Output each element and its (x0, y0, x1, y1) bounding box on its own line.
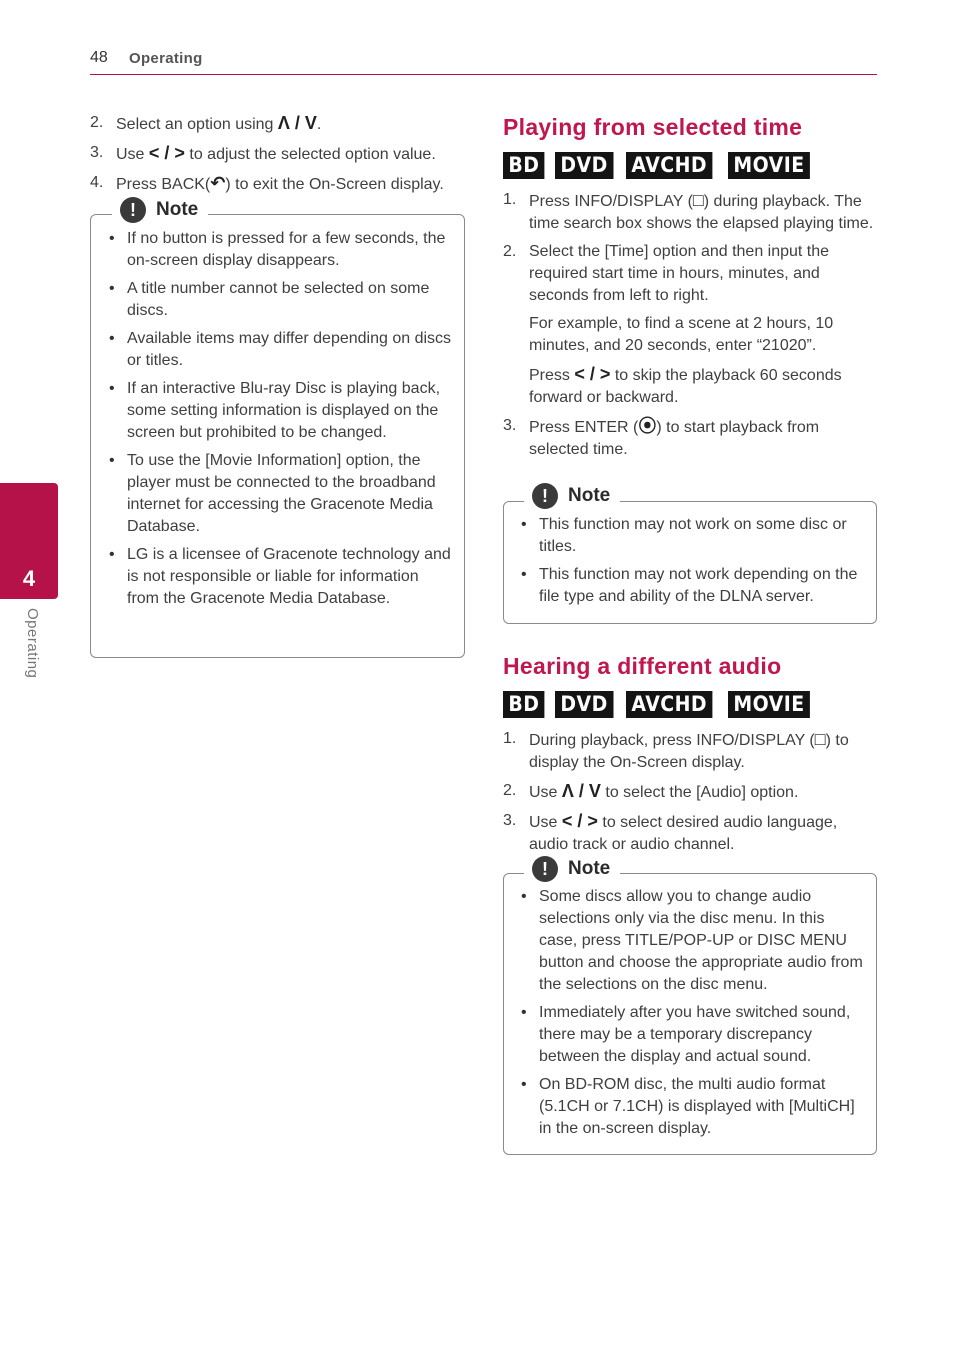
step-detail: For example, to find a scene at 2 hours, 10 minutes, and 20 seconds, enter “21020”. (529, 315, 834, 354)
note-item: • Available items may differ depending on discs or titles. (103, 328, 453, 372)
step-number: 2. (503, 782, 517, 799)
step-item (90, 142, 465, 166)
movie-badge: MOVIE (728, 152, 810, 179)
avchd-badge: AVCHD (626, 691, 712, 718)
disc-type-badges (503, 691, 819, 718)
note-item: • This function may not work depending on the file type and ability of the DLNA server. (515, 564, 865, 608)
step-text: ) to display the On-Screen display. (529, 732, 849, 771)
movie-badge: MOVIE (728, 691, 810, 718)
step-text: ) to exit the On-Screen display. (225, 176, 444, 193)
left-right-arrows-icon: < / > (561, 811, 598, 831)
step-number: 2. (90, 114, 104, 131)
header-rule (90, 74, 877, 75)
section-heading: Hearing a different audio (503, 653, 782, 679)
note-header (112, 195, 208, 225)
step-text: Press BACK( (116, 176, 211, 193)
step-text: Use (116, 146, 149, 163)
note-item: • On BD-ROM disc, the multi audio format (5.1CH or 7.1CH) is displayed with [MultiCH] in the on-screen display. (515, 1074, 865, 1140)
step-text: Use (529, 814, 562, 831)
step-number: 3. (503, 812, 517, 829)
note-header (524, 481, 620, 511)
step-item (503, 728, 875, 774)
dvd-badge: DVD (555, 691, 613, 718)
note-title: Note (568, 485, 611, 506)
step-text: Press INFO/DISPLAY ( (529, 193, 693, 210)
step-item (90, 112, 465, 136)
step-number: 2. (503, 243, 517, 260)
back-icon: ↶ (210, 173, 226, 193)
section-name: Operating (129, 50, 203, 67)
step-number: 4. (90, 174, 104, 191)
enter-icon: ⦿ (638, 416, 657, 436)
bd-badge: BD (503, 152, 545, 179)
note-header (524, 854, 620, 884)
note-title: Note (568, 858, 611, 879)
note-item: • Immediately after you have switched sound, there may be a temporary discrepancy between the display and actual sound. (515, 1002, 865, 1068)
chapter-tab-number: 4 (22, 566, 36, 591)
step-text: Select the [Time] option and then input the required start time in hours, minutes, and seconds from left to right. (529, 243, 830, 304)
step-number: 3. (90, 144, 104, 161)
step-item (503, 241, 875, 409)
step-item (503, 780, 875, 804)
note-item: • This function may not work on some disc or titles. (515, 514, 865, 558)
left-step-list (90, 112, 465, 196)
note-list (515, 886, 865, 1146)
step-text: to adjust the selected option value. (184, 146, 436, 163)
step-text: During playback, press INFO/DISPLAY ( (529, 732, 815, 749)
avchd-badge: AVCHD (626, 152, 712, 179)
info-display-icon: □ (814, 729, 826, 749)
disc-type-badges (503, 152, 819, 179)
step-number: 1. (503, 191, 517, 208)
step-text: ) during playback. The time search box shows the elapsed playing time. (529, 193, 874, 232)
note-item: • LG is a licensee of Gracenote technology and is not responsible or liable for information from the Gracenote Media Database. (103, 544, 453, 610)
step-number: 1. (503, 730, 517, 747)
exclamation-icon: ! (532, 856, 558, 882)
note-list (515, 514, 865, 614)
step-text: Select an option using (116, 116, 278, 133)
note-item: • Some discs allow you to change audio selections only via the disc menu. In this case, press TITLE/POP-UP or DISC MENU button and choose the appropriate audio from the selections on the disc menu. (515, 886, 865, 996)
step-text: Use (529, 784, 562, 801)
section-heading: Playing from selected time (503, 114, 803, 140)
step-item (90, 172, 465, 196)
step-text: to select the [Audio] option. (600, 784, 799, 801)
info-display-icon: □ (692, 190, 704, 210)
up-down-arrows-icon: Λ / V (277, 113, 317, 133)
step-text: . (316, 116, 322, 133)
dvd-badge: DVD (555, 152, 613, 179)
step-text: Press (529, 367, 575, 384)
step-number: 3. (503, 417, 517, 434)
step-text: ) to start playback from selected time. (529, 419, 820, 458)
step-detail (529, 363, 875, 409)
left-right-arrows-icon: < / > (574, 364, 611, 384)
note-item: • To use the [Movie Information] option, the player must be connected to the broadband internet for accessing the Gracenote Media Database. (103, 450, 453, 538)
step-item (503, 415, 875, 461)
exclamation-icon: ! (532, 483, 558, 509)
note-item: • A title number cannot be selected on some discs. (103, 278, 453, 322)
step-text: to select desired audio language, audio track or audio channel. (529, 814, 838, 853)
left-right-arrows-icon: < / > (148, 143, 185, 163)
note-item: • If no button is pressed for a few seconds, the on-screen display disappears. (103, 228, 453, 272)
step-text: Press ENTER ( (529, 419, 639, 436)
page-number: 48 (90, 49, 108, 66)
step-item (503, 810, 875, 856)
note-list (103, 228, 453, 616)
step-item (503, 189, 875, 235)
note-item: • If an interactive Blu-ray Disc is playing back, some setting information is displayed on the screen but prohibited to be changed. (103, 378, 453, 444)
chapter-tab-label: Operating (24, 608, 41, 679)
section2-step-list (503, 728, 875, 856)
exclamation-icon: ! (120, 197, 146, 223)
up-down-arrows-icon: Λ / V (561, 781, 601, 801)
step-text: to skip the playback 60 seconds forward or backward. (529, 367, 842, 406)
section1-step-list (503, 189, 875, 461)
bd-badge: BD (503, 691, 545, 718)
note-title: Note (156, 199, 199, 220)
